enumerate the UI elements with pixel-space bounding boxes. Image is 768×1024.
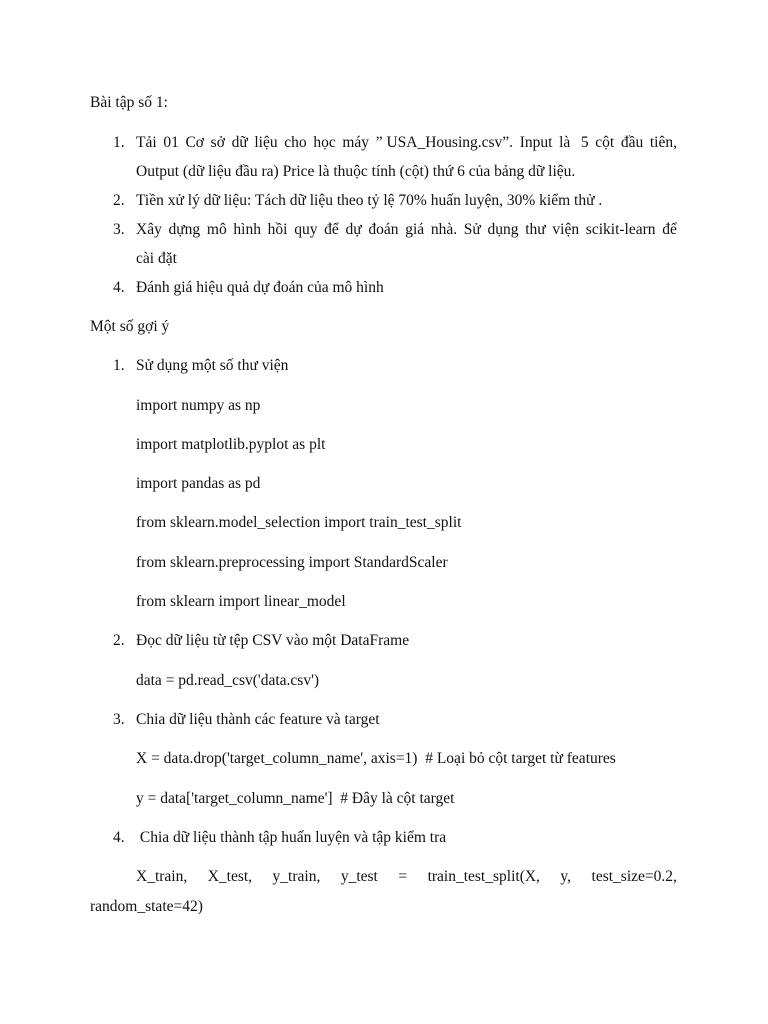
hints-title: Một số gợi ý bbox=[90, 318, 170, 335]
hint-3-text: Chia dữ liệu thành các feature và target bbox=[136, 711, 380, 728]
word: nhà. bbox=[430, 221, 458, 238]
word: Tải bbox=[136, 134, 157, 151]
word: cho bbox=[284, 134, 307, 151]
word: Input bbox=[519, 134, 553, 151]
code-line: import matplotlib.pyplot as plt bbox=[136, 436, 326, 453]
word: y_test bbox=[340, 868, 378, 885]
hint-4-number: 4. bbox=[113, 829, 125, 846]
task-1-line2: Output (dữ liệu đầu ra) Price là thuộc tính (cột) thứ 6 của bảng dữ liệu. bbox=[136, 163, 576, 180]
word: liệu bbox=[254, 134, 278, 151]
word: là bbox=[559, 134, 571, 151]
word: y_train, bbox=[272, 868, 321, 885]
word: scikit-learn bbox=[585, 221, 656, 238]
word: sở bbox=[210, 134, 225, 151]
word: 5 bbox=[576, 134, 589, 151]
hint-1-text: Sử dụng một số thư viện bbox=[136, 357, 289, 374]
word: 01 bbox=[163, 134, 179, 151]
word: y, bbox=[560, 868, 572, 885]
word: hồi bbox=[267, 221, 288, 238]
code-line: import numpy as np bbox=[136, 397, 261, 414]
task-3-line1 bbox=[136, 220, 677, 240]
word: đoán bbox=[368, 221, 399, 238]
hint-2-text: Đọc dữ liệu từ tệp CSV vào một DataFrame bbox=[136, 632, 410, 649]
exercise-title: Bài tập số 1: bbox=[90, 94, 168, 111]
word: để bbox=[662, 221, 677, 238]
word: dữ bbox=[231, 134, 248, 151]
word: dự bbox=[345, 221, 362, 238]
word: ” USA_Housing.csv”. bbox=[375, 134, 514, 151]
code-line: from sklearn.model_selection import train_test_split bbox=[136, 514, 462, 531]
word: quy bbox=[294, 221, 318, 238]
word: dựng bbox=[168, 221, 201, 238]
code-line-justified bbox=[136, 867, 677, 887]
task-2-text: Tiền xử lý dữ liệu: Tách dữ liệu theo tỷ lệ 70% huấn luyện, 30% kiểm thử . bbox=[136, 192, 603, 209]
word: Cơ bbox=[185, 134, 205, 151]
hint-1-number: 1. bbox=[113, 357, 125, 374]
word: mô bbox=[206, 221, 227, 238]
word: hình bbox=[233, 221, 261, 238]
word: đầu bbox=[620, 134, 644, 151]
word: để bbox=[324, 221, 339, 238]
task-4-number: 4. bbox=[113, 279, 125, 296]
word: Xây bbox=[136, 221, 162, 238]
task-1-number: 1. bbox=[113, 134, 125, 151]
word: train_test_split(X, bbox=[427, 868, 540, 885]
word: học bbox=[313, 134, 336, 151]
task-3-number: 3. bbox=[113, 221, 125, 238]
word: = bbox=[398, 868, 408, 885]
word: test_size=0.2, bbox=[591, 868, 677, 885]
word: tiên, bbox=[649, 134, 677, 151]
word: máy bbox=[342, 134, 370, 151]
task-2-number: 2. bbox=[113, 192, 125, 209]
word: dụng bbox=[487, 221, 519, 238]
code-line: random_state=42) bbox=[90, 898, 203, 915]
hint-3-number: 3. bbox=[113, 711, 125, 728]
code-line: from sklearn import linear_model bbox=[136, 593, 346, 610]
word: viện bbox=[552, 221, 580, 238]
task-4-text: Đánh giá hiệu quả dự đoán của mô hình bbox=[136, 279, 384, 296]
code-line: from sklearn.preprocessing import StandardScaler bbox=[136, 554, 448, 571]
code-line: y = data['target_column_name'] # Đây là cột target bbox=[136, 790, 455, 807]
word: giá bbox=[405, 221, 425, 238]
task-3-line2: cài đặt bbox=[136, 250, 177, 267]
word: cột bbox=[595, 134, 615, 151]
hint-2-number: 2. bbox=[113, 632, 125, 649]
code-line: X = data.drop('target_column_name', axis=1) # Loại bỏ cột target từ features bbox=[136, 750, 616, 767]
code-line: import pandas as pd bbox=[136, 475, 261, 492]
word: thư bbox=[525, 221, 546, 238]
word: X_test, bbox=[207, 868, 253, 885]
hint-4-text: Chia dữ liệu thành tập huấn luyện và tập kiểm tra bbox=[136, 829, 447, 846]
word: Sử bbox=[463, 221, 481, 238]
code-line: data = pd.read_csv('data.csv') bbox=[136, 672, 320, 689]
word: X_train, bbox=[136, 868, 188, 885]
task-1-line1 bbox=[136, 133, 677, 153]
